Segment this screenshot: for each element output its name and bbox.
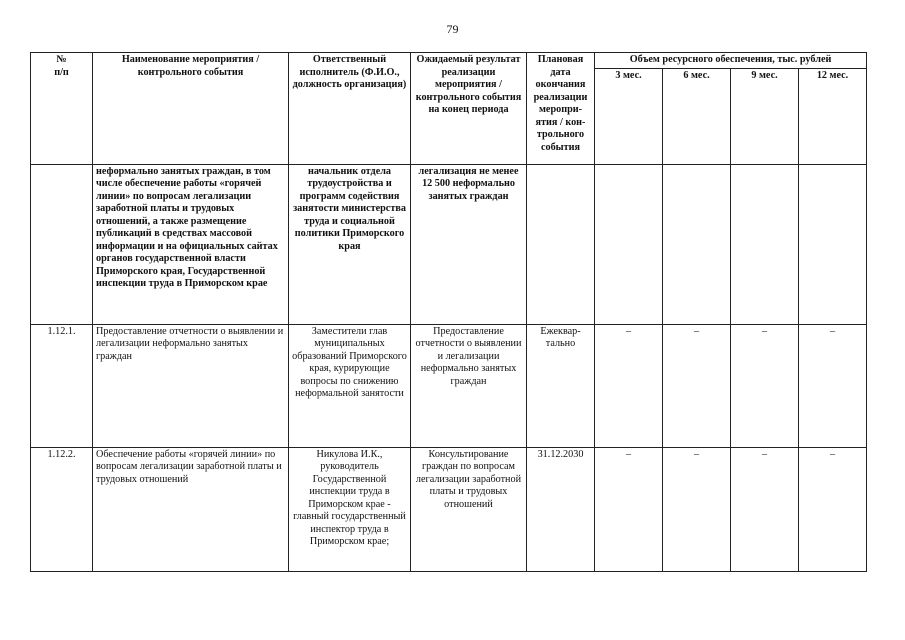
row-num xyxy=(31,164,93,324)
row-num: 1.12.2. xyxy=(31,447,93,571)
row-expected: Консультирование граждан по вопросам легализации заработной платы и трудовых отношений xyxy=(411,447,527,571)
table-row xyxy=(31,164,867,324)
header-6-months: 6 мес. xyxy=(663,68,731,164)
row-3-months xyxy=(595,164,663,324)
row-9-months xyxy=(731,164,799,324)
row-responsible: Никулова И.К., руководитель Государственной инспекции труда в Приморском крае - главный государственный инспектор труда в Приморском крае; xyxy=(289,447,411,571)
header-responsible: Ответственный исполнитель (Ф.И.О., должность организация) xyxy=(289,53,411,165)
row-9-months: – xyxy=(731,447,799,571)
table-row xyxy=(31,447,867,571)
row-12-months xyxy=(799,164,867,324)
row-date xyxy=(527,164,595,324)
row-12-months: – xyxy=(799,324,867,447)
row-6-months: – xyxy=(663,447,731,571)
row-6-months xyxy=(663,164,731,324)
row-responsible: начальник отдела трудоустройства и программ содействия занятости министерства труда и социальной политики Приморского края xyxy=(289,164,411,324)
row-3-months: – xyxy=(595,324,663,447)
row-12-months: – xyxy=(799,447,867,571)
row-9-months: – xyxy=(731,324,799,447)
row-6-months: – xyxy=(663,324,731,447)
row-num: 1.12.1. xyxy=(31,324,93,447)
row-name: Обеспечение работы «горячей линии» по вопросам легализации заработной платы и трудовых отношений xyxy=(93,447,289,571)
table-row xyxy=(31,324,867,447)
row-expected: легализация не менее 12 500 неформально занятых граждан xyxy=(411,164,527,324)
row-responsible: Заместители глав муниципальных образований Приморского края, курирующие вопросы по снижению неформальной занятости xyxy=(289,324,411,447)
header-resources: Объем ресурсного обеспечения, тыс. рублей xyxy=(595,53,867,69)
header-12-months: 12 мес. xyxy=(799,68,867,164)
row-name: Предоставление отчетности о выявлении и легализации неформально занятых граждан xyxy=(93,324,289,447)
row-expected: Предоставление отчетности о выявлении и легализации неформально занятых граждан xyxy=(411,324,527,447)
header-9-months: 9 мес. xyxy=(731,68,799,164)
row-date: Ежеквар-тально xyxy=(527,324,595,447)
header-3-months: 3 мес. xyxy=(595,68,663,164)
header-expected: Ожидаемый результат реализации мероприятия / контрольного события на конец периода xyxy=(411,53,527,165)
plan-table xyxy=(30,52,867,572)
page-number: 79 xyxy=(446,22,459,36)
header-name: Наименование мероприятия / контрольного события xyxy=(93,53,289,165)
row-3-months: – xyxy=(595,447,663,571)
header-num: № п/п xyxy=(31,53,93,165)
row-date: 31.12.2030 xyxy=(527,447,595,571)
row-name: неформально занятых граждан, в том числе обеспечение работы «горячей линии» по вопросам легализации заработной платы и трудовых отношений, а также размещение публикаций в средствах массовой информации и на официальных сайтах органов государственной власти Приморского края, Государственной инспекции труда в Приморском крае xyxy=(93,164,289,324)
header-date: Плановая дата окончания реализации меропри-ятия / кон-трольного события xyxy=(527,53,595,165)
